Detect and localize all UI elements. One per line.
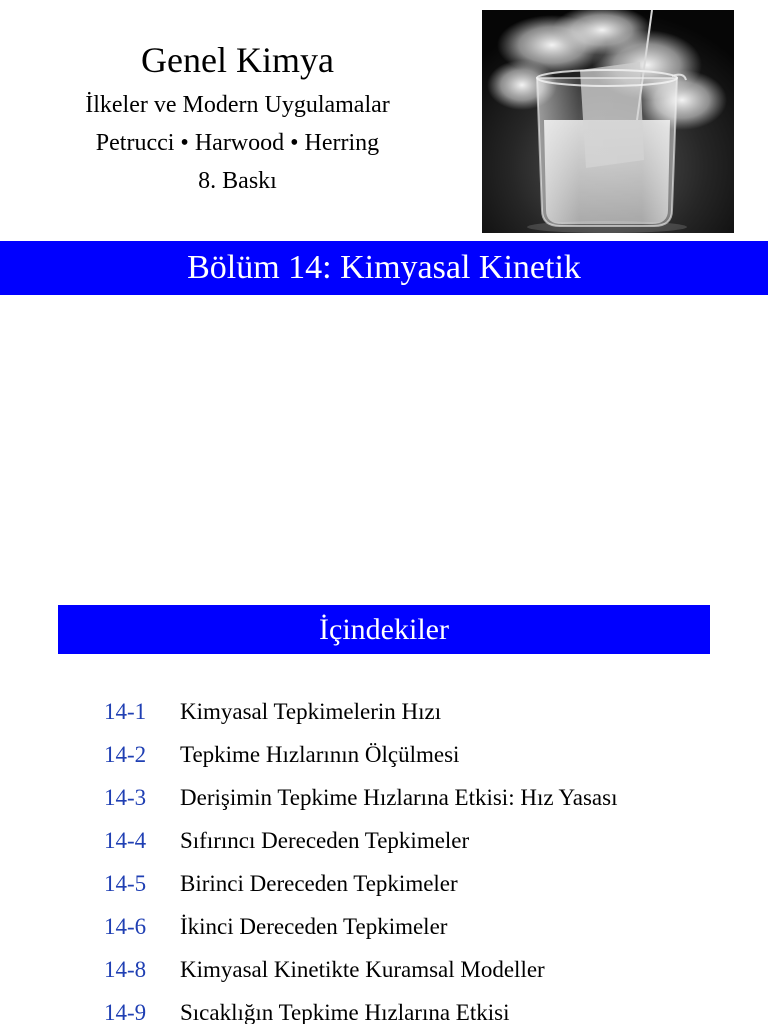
toc-item-number: 14-9 xyxy=(104,999,147,1024)
toc-item[interactable] xyxy=(0,905,768,948)
toc-item-label: Kimyasal Tepkimelerin Hızı xyxy=(180,698,442,724)
toc-item[interactable] xyxy=(0,690,768,733)
book-title: Genel Kimya xyxy=(141,40,334,80)
chapter-title: Bölüm 14: Kimyasal Kinetik xyxy=(187,249,581,286)
toc-item[interactable] xyxy=(0,776,768,819)
book-authors: Petrucci • Harwood • Herring xyxy=(95,130,380,156)
book-subtitle: İlkeler ve Modern Uygulamalar xyxy=(85,92,390,118)
toc-item-number: 14-8 xyxy=(104,956,147,982)
toc-item-number: 14-1 xyxy=(104,698,147,724)
toc-item-number: 14-5 xyxy=(104,870,147,896)
toc-item[interactable] xyxy=(0,862,768,905)
toc-item-label: Birinci Dereceden Tepkimeler xyxy=(180,870,458,896)
contents-heading: İçindekiler xyxy=(319,613,449,646)
toc-item[interactable] xyxy=(0,819,768,862)
toc-item-number: 14-4 xyxy=(104,827,147,853)
toc-item-number: 14-6 xyxy=(104,913,147,939)
table-of-contents xyxy=(0,690,768,1024)
toc-item-label: Kimyasal Kinetikte Kuramsal Modeller xyxy=(180,956,545,982)
book-edition: 8. Baskı xyxy=(198,168,277,194)
beaker-smoke-photo xyxy=(482,10,734,233)
toc-item-number: 14-3 xyxy=(104,784,147,810)
chapter-title-bar xyxy=(0,241,768,295)
toc-item-label: Derişimin Tepkime Hızlarına Etkisi: Hız Yasası xyxy=(180,784,618,810)
contents-heading-bar xyxy=(58,605,710,654)
title-block xyxy=(0,36,475,200)
toc-item-label: Tepkime Hızlarının Ölçülmesi xyxy=(180,741,460,767)
toc-item[interactable] xyxy=(0,991,768,1024)
toc-item-number: 14-2 xyxy=(104,741,147,767)
toc-item-label: Sıcaklığın Tepkime Hızlarına Etkisi xyxy=(180,999,510,1024)
toc-item[interactable] xyxy=(0,733,768,776)
toc-item-label: İkinci Dereceden Tepkimeler xyxy=(180,913,448,939)
toc-item[interactable] xyxy=(0,948,768,991)
toc-item-label: Sıfırıncı Dereceden Tepkimeler xyxy=(180,827,470,853)
